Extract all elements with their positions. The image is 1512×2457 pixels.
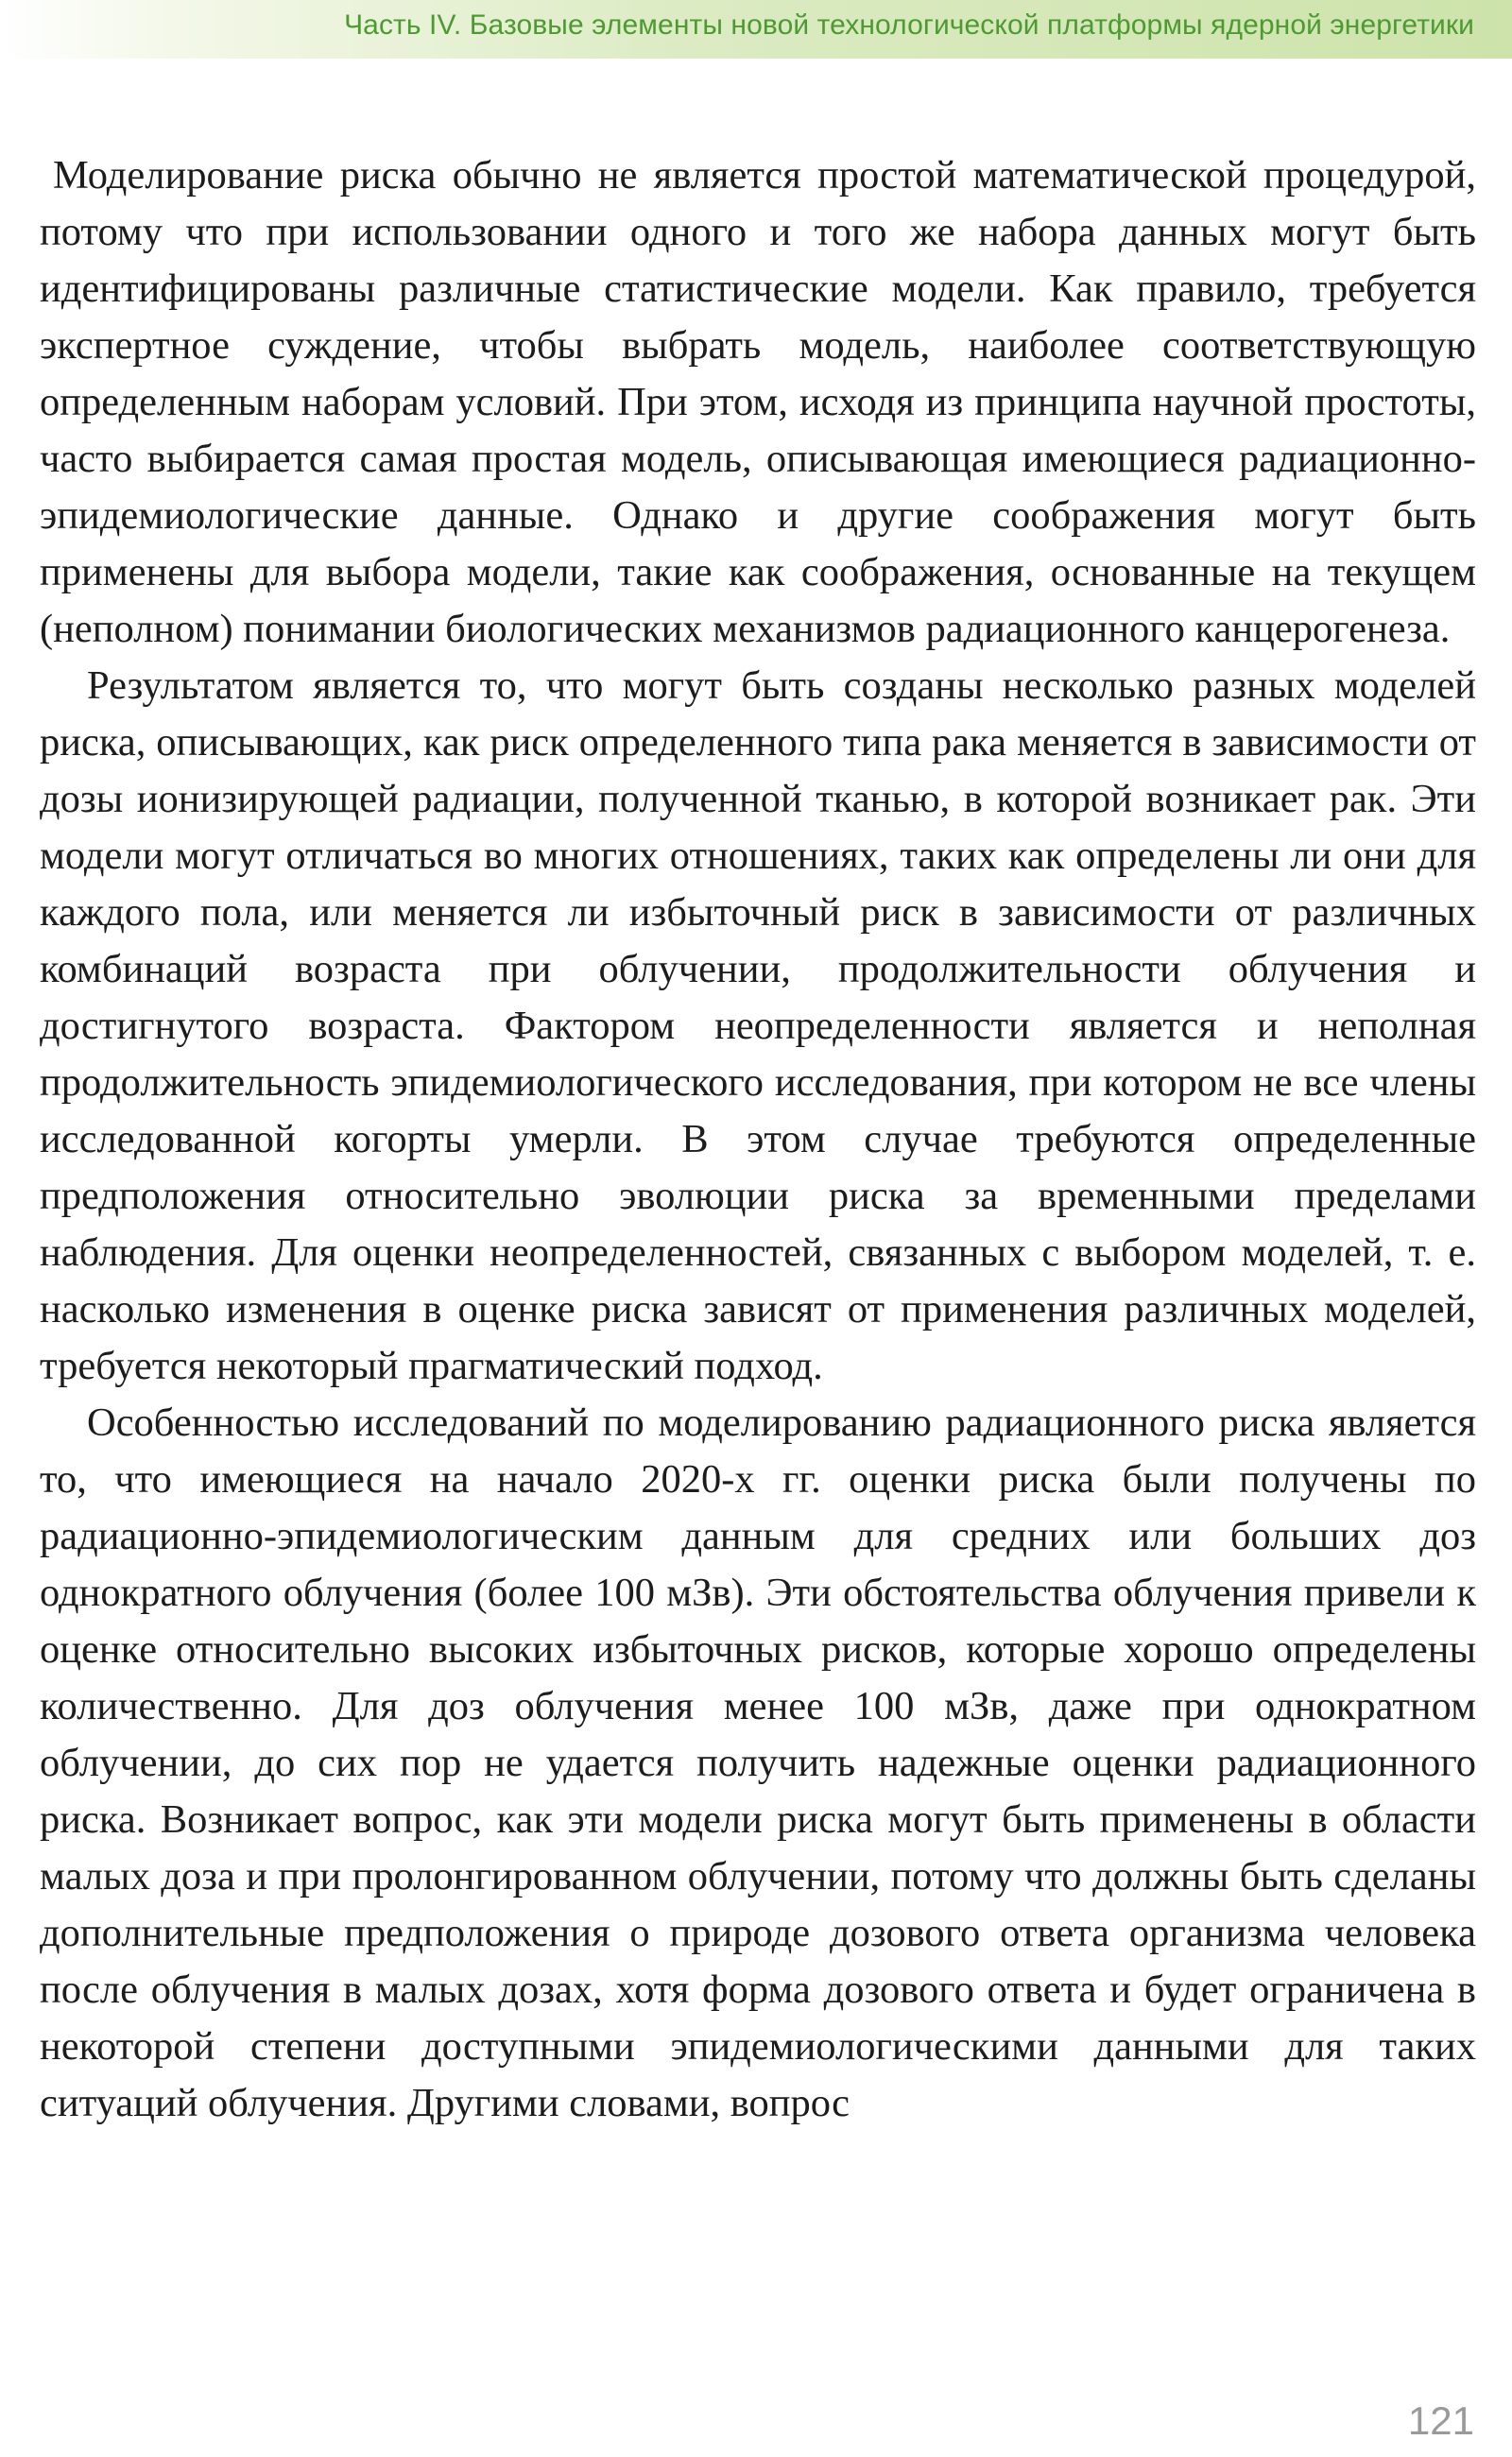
running-header-band	[0, 0, 1512, 59]
paragraph-risk-modeling: Моделирование риска обычно не является простой математической процедурой, потому что при использовании одного и того же набора данных могут быть идентифицированы различные статистические модели. Как правило, требуется экспертное суждение, чтобы выбрать модель, наиболее соответствующую определенным наборам условий. При этом, исходя из принципа научной простоты, часто выбирается самая простая модель, описывающая имеющиеся радиационно-эпидемиологические данные. Однако и другие соображения могут быть применены для выбора модели, такие как соображения, основанные на текущем (неполном) понимании биологических механизмов радиационного канцерогенеза.	[40, 153, 1476, 651]
paragraph-multiple-models: Результатом является то, что могут быть созданы несколько разных моделей риска, описывающих, как риск определенного типа рака меняется в зависимости от дозы ионизирующей радиации, полученной тканью, в которой возникает рак. Эти модели могут отличаться во многих отношениях, таких как определены ли они для каждого пола, или меняется ли избыточный риск в зависимости от различных комбинаций возраста при облучении, продолжительности облучения и достигнутого возраста. Фактором неопределенности является и неполная продолжительность эпидемиологического исследования, при котором не все члены исследованной когорты умерли. В этом случае требуются определенные предположения относительно эволюции риска за временными пределами наблюдения. Для оценки неопределенностей, связанных с выбором моделей, т. е. насколько изменения в оценке риска зависят от применения различных моделей, требуется некоторый прагматический подход.	[40, 663, 1476, 1388]
running-header-title: Часть IV. Базовые элементы новой технологической платформы ядерной энергетики	[344, 9, 1474, 41]
body-text	[40, 147, 1476, 2132]
paragraph-low-dose: Особенностью исследований по моделированию радиационного риска является то, что имеющиеся на начало 2020-х гг. оценки риска были получены по радиационно-эпидемиологическим данным для средних или больших доз однократного облучения (более 100 мЗв). Эти обстоятельства облучения привели к оценке относительно высоких избыточных рисков, которые хорошо определены количественно. Для доз облучения менее 100 мЗв, даже при однократном облучении, до сих пор не удается получить надежные оценки радиационного риска. Возникает вопрос, как эти модели риска могут быть применены в области малых доза и при пролонгированном облучении, потому что должны быть сделаны дополнительные предположения о природе дозового ответа организма человека после облучения в малых дозах, хотя форма дозового ответа и будет ограничена в некоторой степени доступными эпидемиологическими данными для таких ситуаций облучения. Другими словами, вопрос	[40, 1400, 1476, 2125]
page-number: 121	[1407, 2398, 1474, 2443]
